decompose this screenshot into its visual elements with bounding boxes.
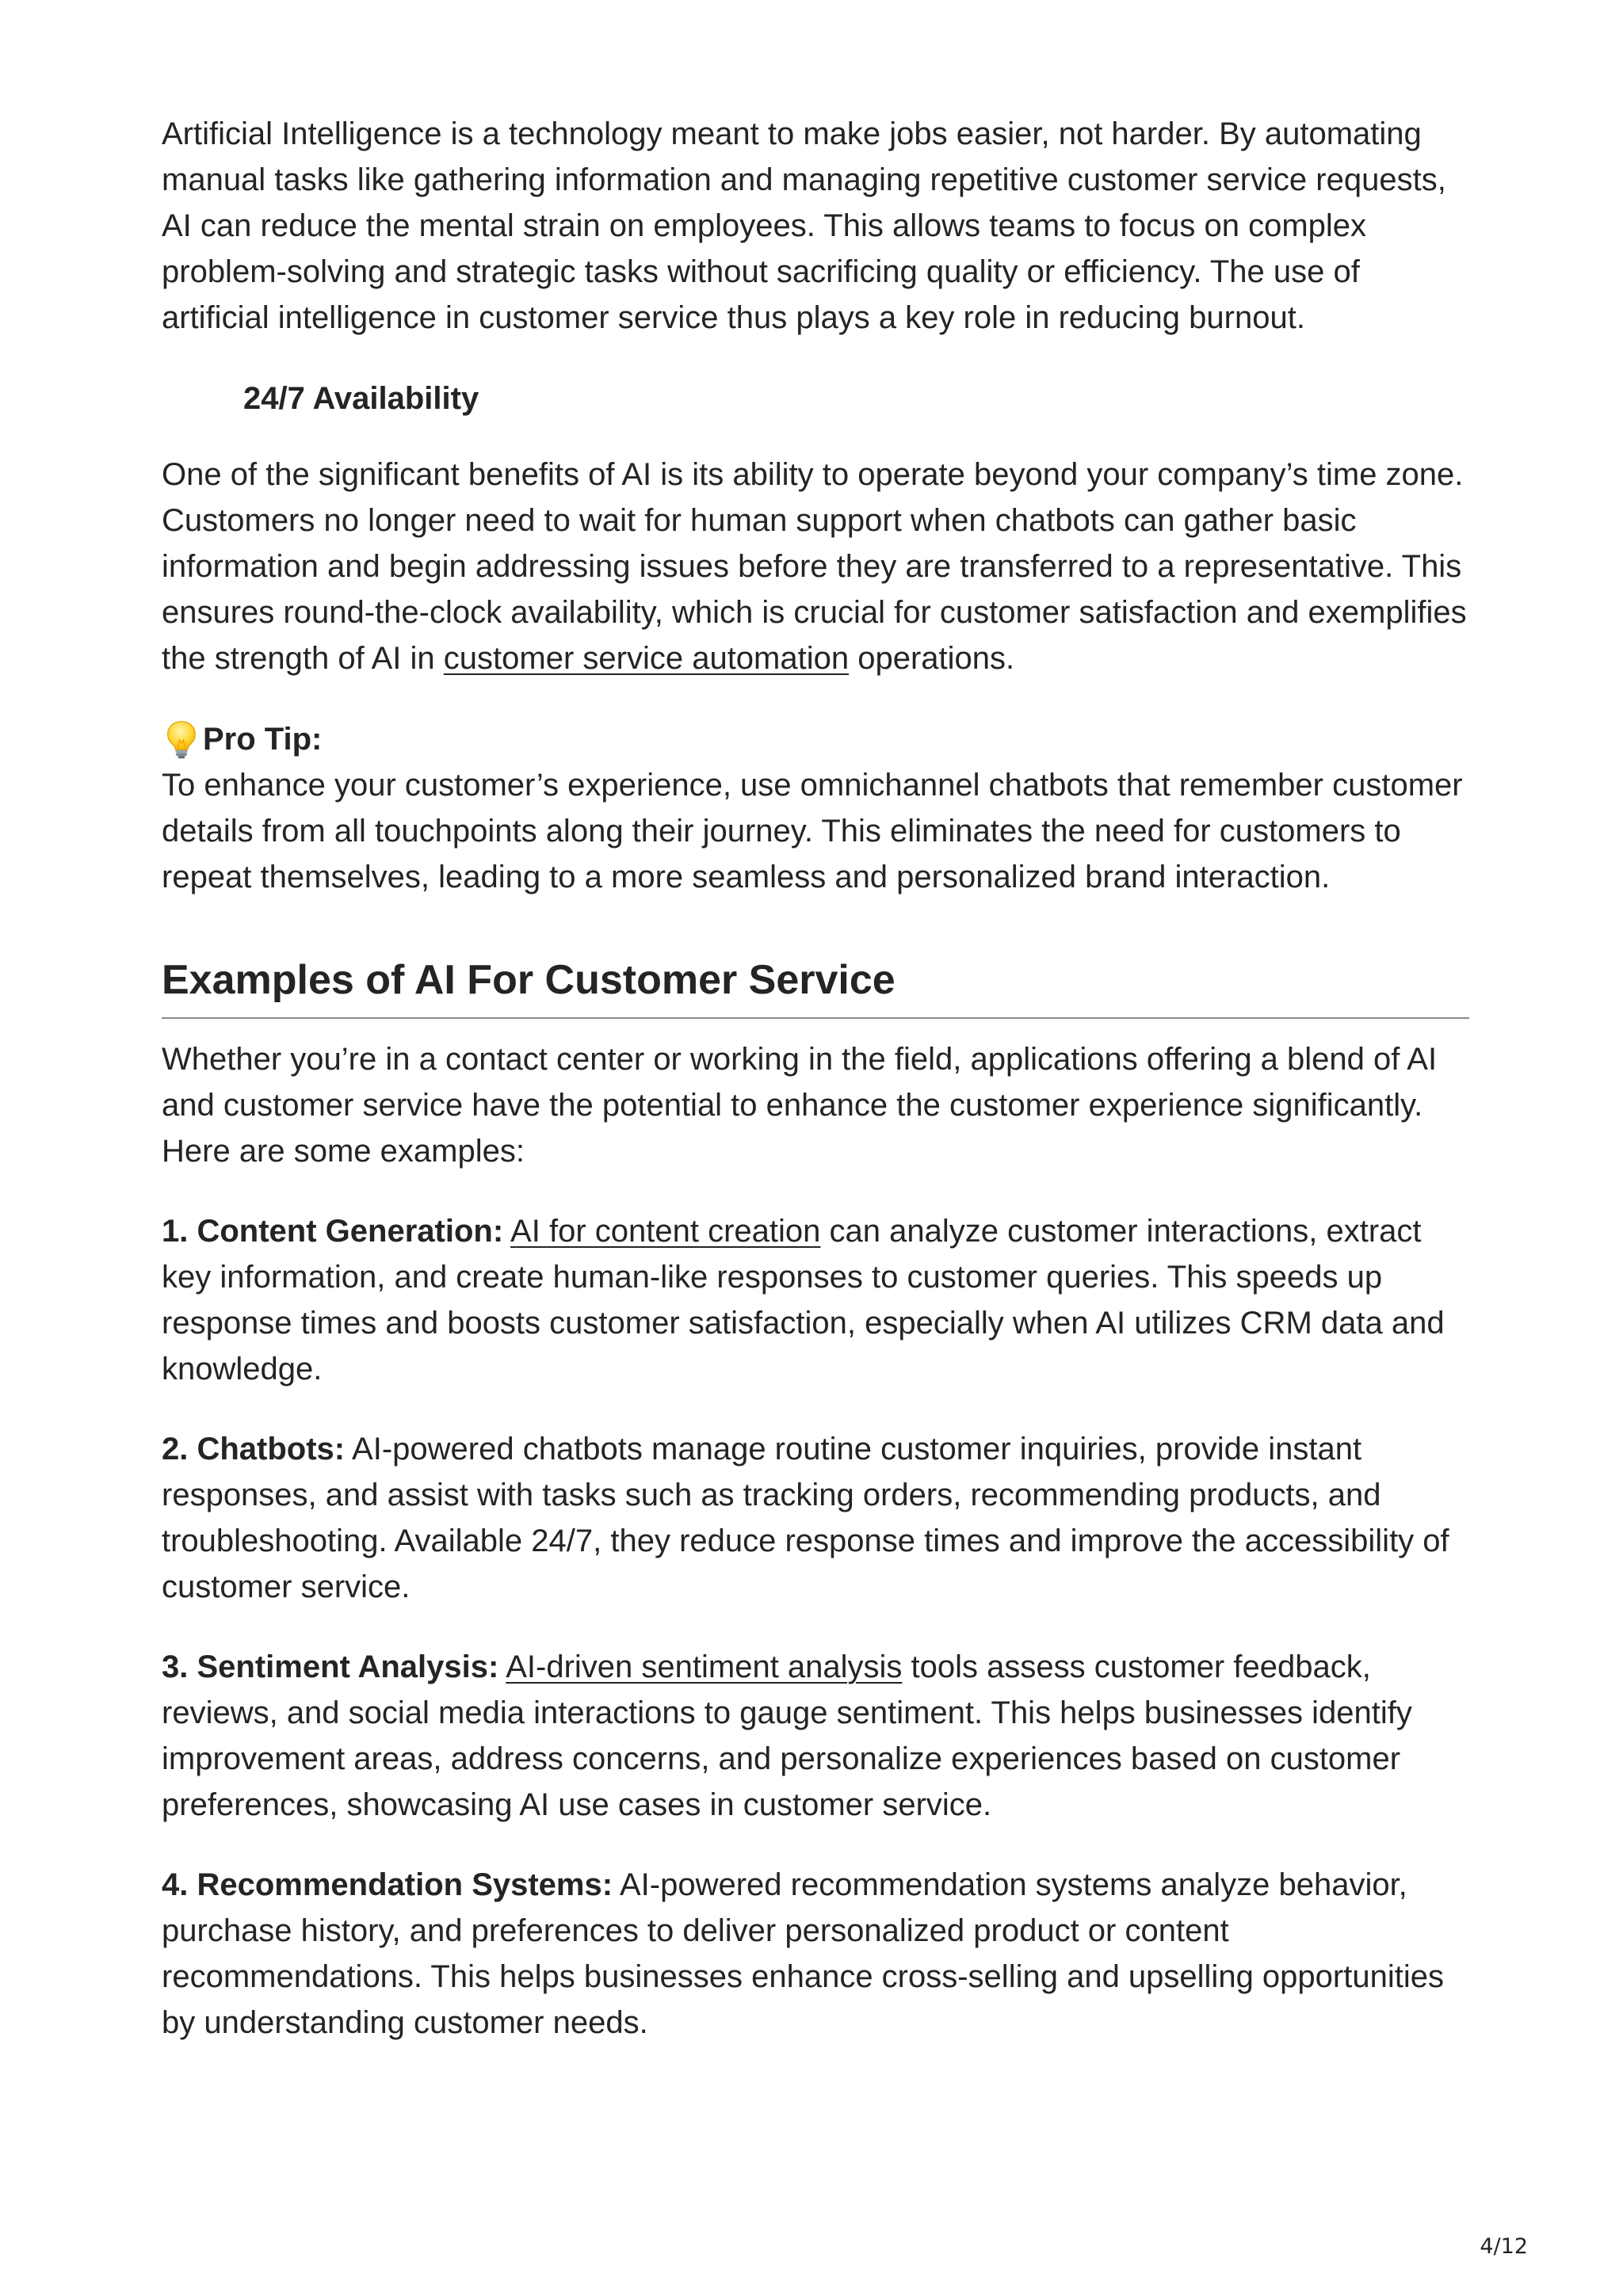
pro-tip-title: [162, 716, 1469, 762]
examples-heading: Examples of AI For Customer Service: [162, 952, 1469, 1019]
example-item-recommendation-systems: [162, 1862, 1469, 2046]
example-title: 4. Recommendation Systems:: [162, 1867, 613, 1902]
intro-paragraph: Artificial Intelligence is a technology meant to make jobs easier, not harder. By automating manual tasks like gathering information and managing repetitive customer service requests, AI can reduce the mental strain on employees. This allows teams to focus on complex problem-solving and strategic tasks without sacrificing quality or efficiency. The use of artificial intelligence in customer service thus plays a key role in reducing burnout.: [162, 116, 1446, 335]
example-item-content-generation: [162, 1208, 1469, 1392]
example-title: 3. Sentiment Analysis:: [162, 1650, 499, 1684]
example-text: AI-powered recommendation systems analyze behavior, purchase history, and preferences to deliver personalized product or content recommendations. This helps businesses enhance cross-selling and upselling opportunities by understanding customer needs.: [162, 1867, 1444, 2040]
customer-service-automation-link[interactable]: customer service automation: [443, 641, 850, 676]
lightbulb-icon: [162, 719, 201, 760]
example-item-chatbots: [162, 1426, 1469, 1610]
page-number: 4/12: [1480, 2234, 1528, 2259]
availability-paragraph: [162, 452, 1469, 681]
example-item-sentiment-analysis: [162, 1644, 1469, 1828]
pro-tip-text: To enhance your customer’s experience, use omnichannel chatbots that remember customer details from all touchpoints along their journey. This eliminates the need for customers to repeat themselves, leading to a more seamless and personalized brand interaction.: [162, 768, 1463, 894]
availability-text: One of the significant benefits of AI is its ability to operate beyond your company’s time zone. Customers no longer need to wait for human support when chatbots can gather basic information and begin addressing issues before they are transferred to a representative. This ensures round-the-clock availability, which is crucial for customer satisfaction and exemplifies the strength of AI in: [162, 457, 1467, 676]
example-text: can analyze customer interactions, extract key information, and create human-like responses to customer queries. This speeds up response times and boosts customer satisfaction, especially when AI utilizes CRM data and knowledge.: [162, 1214, 1445, 1386]
examples-intro: Whether you’re in a contact center or working in the field, applications offering a blend of AI and customer service have the potential to enhance the customer experience significantly. Here are some examples:: [162, 1042, 1438, 1169]
ai-driven-sentiment-analysis-link[interactable]: AI-driven sentiment analysis: [506, 1650, 903, 1684]
example-title: 2. Chatbots:: [162, 1432, 346, 1466]
ai-for-content-creation-link[interactable]: AI for content creation: [510, 1214, 821, 1249]
pro-tip-label: Pro Tip:: [203, 722, 323, 757]
availability-text-end: operations.: [849, 641, 1015, 676]
example-text: tools assess customer feedback, reviews, and social media interactions to gauge sentiment. This helps businesses identify improvement areas, address concerns, and personalize experiences based on customer preferences, showcasing AI use cases in customer service.: [162, 1650, 1412, 1822]
example-text: AI-powered chatbots manage routine customer inquiries, provide instant responses, and assist with tasks such as tracking orders, recommending products, and troubleshooting. Available 24/7, they reduce response times and improve the accessibility of customer service.: [162, 1432, 1449, 1604]
example-title: 1. Content Generation:: [162, 1214, 504, 1249]
availability-heading: 24/7 Availability: [243, 381, 479, 416]
document-page: [162, 111, 1469, 2080]
